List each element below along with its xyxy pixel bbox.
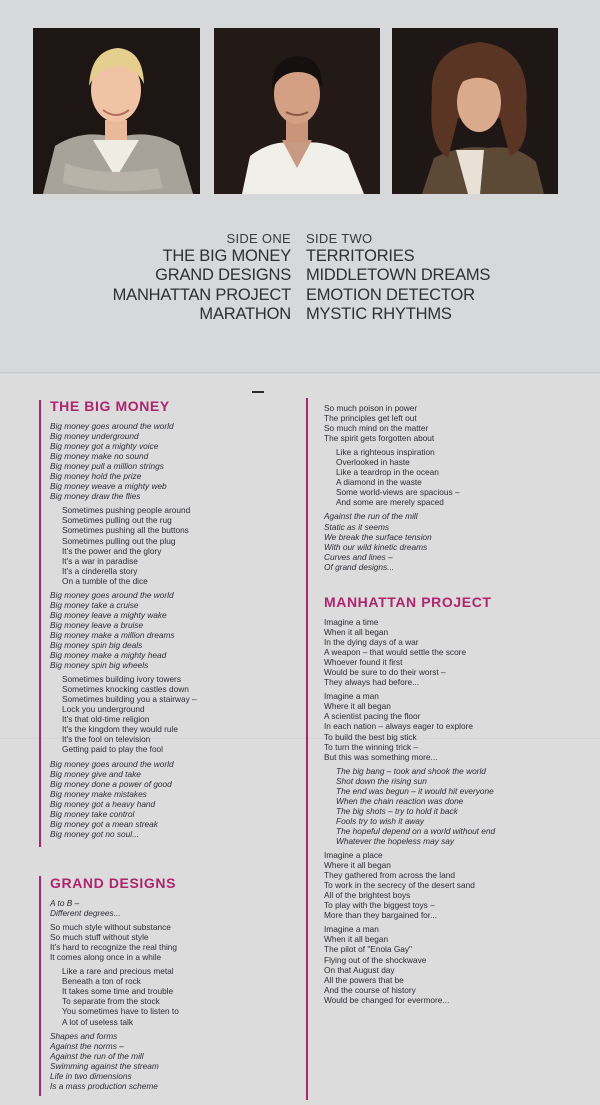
lyric-line: Big money done a power of good	[50, 778, 172, 789]
lyric-line: Like a rare and precious metal	[62, 966, 174, 977]
lyric-line: The big shots – try to hold it back	[336, 805, 458, 816]
lyric-line: Big money underground	[50, 431, 139, 442]
lyric-line: Some world-views are spacious –	[336, 487, 460, 498]
side-one-track: THE BIG MONEY	[162, 247, 291, 265]
lyric-line: The spirit gets forgotten about	[324, 433, 435, 444]
lyric-line: Like a teardrop in the ocean	[336, 467, 439, 478]
portrait-blond-man-icon	[33, 28, 200, 194]
lyric-line: It's the kingdom they would rule	[62, 724, 178, 735]
lyric-line: But this was something more...	[324, 751, 438, 762]
lyric-line: Sometimes pushing all the buttons	[62, 525, 189, 536]
lyric-line: They always had before...	[324, 677, 420, 688]
side-two-label: SIDE TWO	[306, 231, 373, 246]
lyric-line: So much style without substance	[50, 922, 171, 933]
lyric-line: It's a war in paradise	[62, 555, 138, 566]
stanza	[324, 403, 460, 443]
lyric-line: A scientist pacing the floor	[324, 711, 421, 722]
lyric-line: It comes along once in a while	[50, 952, 162, 963]
lyric-line: Overlooked in haste	[336, 457, 410, 468]
side-two-track: MYSTIC RHYTHMS	[306, 304, 452, 323]
lyric-line: Big money make no sound	[50, 451, 149, 462]
lyric-line: Flying out of the shockwave	[324, 954, 427, 965]
lyric-line: To turn the winning trick –	[324, 741, 419, 752]
song-title-manhattan-project: MANHATTAN PROJECT	[324, 594, 492, 610]
lyric-line: Big money goes around the world	[50, 589, 174, 600]
lyric-line: Sometimes pushing people around	[62, 505, 191, 516]
lyric-line: To separate from the stock	[62, 996, 160, 1007]
lyric-line: The pilot of "Enola Gay"	[324, 944, 412, 955]
lyric-line: More than they bargained for...	[324, 910, 438, 921]
lyric-line: Big money weave a mighty web	[50, 481, 167, 492]
stanza	[50, 759, 197, 839]
lyric-line: Sometimes building you a stairway –	[62, 694, 197, 705]
lyric-line: To work in the secrecy of the desert sand	[324, 880, 475, 891]
lyric-line: Shapes and forms	[50, 1030, 118, 1041]
lyric-line: Big money hold the prize	[50, 471, 142, 482]
lyric-line: It takes some time and trouble	[62, 986, 174, 997]
stanza	[50, 922, 179, 962]
lyric-line: In the dying days of a war	[324, 637, 419, 648]
lyric-line: Fools try to wish it away	[336, 815, 425, 826]
stanza	[324, 617, 495, 687]
lyric-line: Curves and lines –	[324, 551, 393, 562]
lyric-line: Big money got a mighty voice	[50, 441, 159, 452]
lyric-line: Would be sure to do their worst –	[324, 667, 446, 678]
stanza	[50, 590, 197, 670]
lyric-line: So much poison in power	[324, 403, 418, 413]
band-photo-3	[392, 28, 558, 194]
lyric-line: Big money make a million dreams	[50, 629, 175, 640]
stanza	[50, 898, 179, 918]
band-photo-2	[214, 28, 380, 194]
lyric-line: Big money got a heavy hand	[50, 798, 156, 809]
lyric-line: Is a mass production scheme	[50, 1080, 158, 1091]
side-two-column	[306, 230, 490, 324]
side-two-track: MIDDLETOWN DREAMS	[306, 266, 491, 285]
stanza	[324, 511, 460, 571]
lyric-line: Against the run of the mill	[50, 1050, 144, 1061]
stanza	[50, 1031, 179, 1091]
side-one-track: MARATHON	[199, 304, 291, 323]
lyric-line: Big money pull a million strings	[50, 461, 164, 472]
lyric-line: Like a righteous inspiration	[336, 447, 435, 458]
lyric-line: Big money give and take	[50, 768, 141, 779]
side-one-label: SIDE ONE	[226, 231, 291, 246]
lyric-line: Would be changed for evermore...	[324, 994, 450, 1005]
lyric-line: Big money take a cruise	[50, 599, 139, 610]
lyric-line: Imagine a man	[324, 924, 379, 935]
lyric-line: And the course of history	[324, 984, 416, 995]
stanza	[50, 966, 179, 1026]
lyric-line: Of grand designs...	[324, 561, 395, 572]
lyric-line: On that August day	[324, 964, 395, 975]
stanza	[50, 421, 197, 501]
lyric-line: A lot of useless talk	[62, 1016, 134, 1027]
lyric-line: It's the fool on television	[62, 734, 151, 745]
side-two-track: EMOTION DETECTOR	[306, 285, 475, 304]
lyric-line: It's a cinderella story	[62, 565, 138, 576]
lyric-line: Different degrees...	[50, 908, 121, 919]
lyric-line: The end was begun – it would hit everyone	[336, 785, 494, 796]
accent-bar	[39, 876, 41, 1096]
side-two-track: TERRITORIES	[306, 247, 415, 265]
lyric-line: Whoever found it first	[324, 657, 403, 668]
lyric-line: When the chain reaction was done	[336, 795, 464, 806]
lyric-line: Big money got a mean streak	[50, 818, 158, 829]
lyric-line: To build the best big stick	[324, 731, 417, 742]
lyric-line: All of the brightest boys	[324, 890, 411, 901]
lyrics-big-money	[50, 421, 197, 839]
lyric-line: It's that old-time religion	[62, 714, 150, 725]
lyric-line: Sometimes knocking castles down	[62, 684, 189, 695]
lyric-line: So much stuff without style	[50, 932, 149, 943]
lyric-line: All the powers that be	[324, 974, 404, 985]
lyric-line: Imagine a time	[324, 617, 379, 627]
column-divider	[306, 398, 308, 1100]
lyric-line: Sometimes pulling out the plug	[62, 535, 176, 546]
lyric-line: On a tumble of the dice	[62, 575, 148, 586]
side-one-column	[113, 230, 291, 324]
side-one-track: GRAND DESIGNS	[155, 266, 291, 285]
portrait-long-haired-man-icon	[392, 28, 558, 194]
lyric-line: Big money got no soul...	[50, 828, 140, 839]
lyric-line: Static as it seems	[324, 521, 390, 532]
song-title-big-money: THE BIG MONEY	[50, 398, 170, 414]
stanza	[324, 766, 495, 846]
accent-bar	[39, 400, 41, 847]
lyric-line: When it all began	[324, 934, 389, 945]
lyric-line: It's hard to recognize the real thing	[50, 942, 178, 953]
lyric-line: The hopeful depend on a world without end	[336, 825, 496, 836]
lyric-line: A to B –	[50, 898, 80, 908]
lyric-line: And some are merely spaced	[336, 497, 444, 508]
lyric-line: Big money leave a mighty wake	[50, 609, 167, 620]
lyric-line: A weapon – that would settle the score	[324, 647, 467, 658]
lyric-line: They gathered from across the land	[324, 870, 455, 881]
lyric-line: Beneath a ton of rock	[62, 976, 141, 987]
portrait-dark-haired-man-icon	[214, 28, 380, 194]
lyric-line: Shot down the rising sun	[336, 775, 427, 786]
lyric-line: Big money spin big deals	[50, 639, 143, 650]
stanza	[50, 505, 197, 585]
stanza	[324, 691, 495, 761]
lyrics-manhattan-project	[324, 617, 495, 1005]
lyric-line: Against the norms –	[50, 1040, 124, 1051]
lyric-line: Where it all began	[324, 860, 391, 871]
lyric-line: Life in two dimensions	[50, 1070, 132, 1081]
lyric-line: The principles get left out	[324, 413, 417, 424]
lyric-line: Big money leave a bruise	[50, 619, 144, 630]
fold-mark	[252, 391, 264, 393]
lyric-line: Big money goes around the world	[50, 758, 174, 769]
lyric-line: Big money draw the flies	[50, 491, 141, 502]
lyric-line: The big bang – took and shook the world	[336, 765, 486, 776]
lyric-line: Against the run of the mill	[324, 511, 418, 522]
stanza	[324, 447, 460, 507]
lyric-line: To play with the biggest toys –	[324, 900, 435, 911]
lyric-line: Big money take control	[50, 808, 135, 819]
lyrics-grand-designs	[50, 898, 179, 1091]
lyric-line: Big money spin big wheels	[50, 660, 149, 671]
side-one-track: MANHATTAN PROJECT	[112, 285, 291, 304]
lyric-line: A diamond in the waste	[336, 477, 422, 488]
lyric-line: Big money goes around the world	[50, 421, 174, 431]
fold-line	[0, 372, 600, 375]
lyric-line: Whatever the hopeless may say	[336, 835, 455, 846]
band-photo-1	[33, 28, 200, 194]
song-title-grand-designs: GRAND DESIGNS	[50, 875, 177, 891]
lyric-line: It's the power and the glory	[62, 545, 162, 556]
lyric-line: Imagine a man	[324, 691, 379, 702]
lyric-line: Sometimes pulling out the rug	[62, 515, 172, 526]
lyric-line: Big money make mistakes	[50, 788, 147, 799]
stanza	[324, 850, 495, 920]
lyric-line: Where it all began	[324, 701, 391, 712]
lyric-line: Big money make a mighty head	[50, 650, 167, 661]
stanza	[324, 924, 495, 1004]
lyric-line: Getting paid to play the fool	[62, 744, 164, 755]
lyric-line: Imagine a place	[324, 850, 383, 861]
lyric-line: Lock you underground	[62, 704, 145, 715]
lyrics-grand-designs-continued	[324, 403, 460, 572]
lyric-line: Sometimes building ivory towers	[62, 674, 181, 685]
lyric-line: With our wild kinetic dreams	[324, 541, 428, 552]
lyric-line: We break the surface tension	[324, 531, 432, 542]
lyric-line: In each nation – always eager to explore	[324, 721, 473, 732]
lyric-line: You sometimes have to listen to	[62, 1006, 179, 1017]
lyric-line: When it all began	[324, 627, 389, 638]
lyric-line: So much mind on the matter	[324, 423, 429, 434]
stanza	[50, 674, 197, 754]
lyric-line: Swimming against the stream	[50, 1060, 159, 1071]
